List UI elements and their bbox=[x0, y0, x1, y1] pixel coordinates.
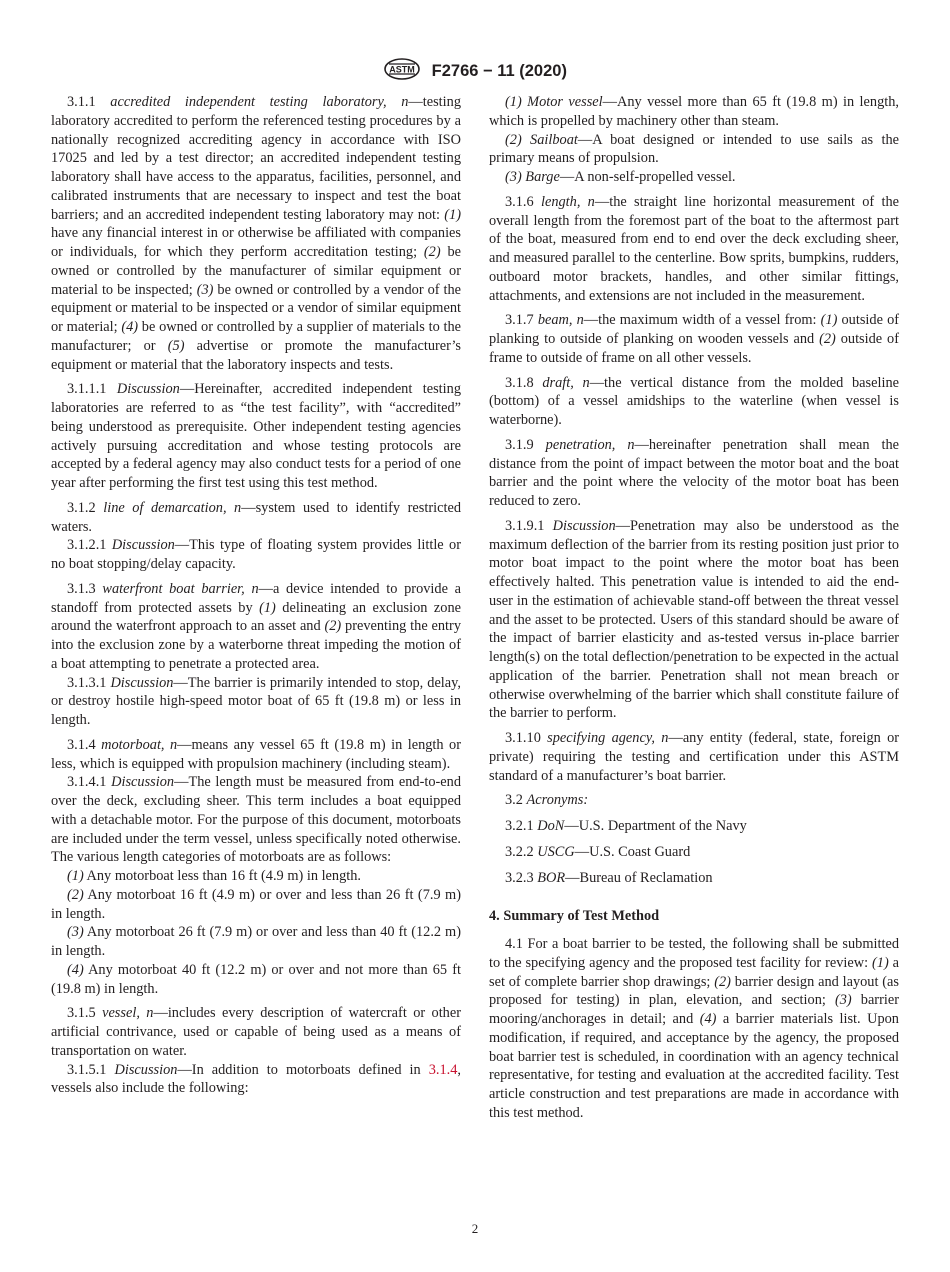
paragraph-3-1-1: 3.1.1 accredited independent testing laboratory, n—testing laboratory accredited to perform the referenced testing procedures by a nationally recognized accrediting agency in accordance with ISO 17025 and led by a test director; an accredited independent testing laboratory shall have access to the apparatus, facilities, personnel, and calibrated instruments that are necessary to inspect and test the boat barriers; and an accredited independent testing laboratory may not: (1) have any financial interest in or otherwise be affiliated with companies or individuals, for which they perform accreditation testing; (2) be owned or controlled by the manufacturer of similar equipment or material to be inspected; (3) be owned or controlled by a vendor of the equipment or material to be inspected or a vendor of similar equipment or material; (4) be owned or controlled by a supplier of materials to the manufacturer; or (5) advertise or promote the manufacturer’s equipment or material that the laboratory inspects and tests. bbox=[51, 94, 462, 373]
list-item: (2) Any motorboat 16 ft (4.9 m) or over and less than 26 ft (7.9 m) in length. bbox=[51, 886, 461, 922]
paragraph-3-1-4: 3.1.4 motorboat, n—means any vessel 65 ft (19.8 m) in length or less, which is equipped with propulsion machinery (including steam). bbox=[51, 736, 461, 772]
acronym-uscg: 3.2.2 USCG—U.S. Coast Guard bbox=[505, 843, 691, 860]
astm-logo-icon bbox=[383, 58, 421, 85]
svg-text:ASTM: ASTM bbox=[389, 64, 415, 75]
paragraph-3-1-2-1: 3.1.2.1 Discussion—This type of floating system provides little or no boat stopping/delay capacity. bbox=[51, 537, 461, 572]
section-link-3-1-4[interactable]: 3.1.4 bbox=[428, 1061, 458, 1078]
list-item: (3) Any motorboat 26 ft (7.9 m) or over and less than 40 ft (12.2 m) in length. bbox=[51, 924, 461, 959]
paragraph-3-1-4-1: 3.1.4.1 Discussion—The length must be measured from end-to-end over the deck, excluding sheer. This term includes a boat equipped with a detachable motor. For the purpose of this document, motorboats are included under the term vessel, unless specifically noted otherwise. The various length categories of motorboats are as follows: bbox=[51, 774, 461, 866]
right-column bbox=[489, 93, 899, 1129]
paragraph-3-1-9: 3.1.9 penetration, n—hereinafter penetration shall mean the distance from the point of impact between the motor boat and the boat barrier and the point where the velocity of the motor boat has been reduced to zero. bbox=[489, 436, 899, 509]
paragraph-3-1-10: 3.1.10 specifying agency, n—any entity (federal, state, foreign or private) requiring the testing and certification under this ASTM standard of a manufacturer’s boat barrier. bbox=[489, 730, 900, 784]
paragraph-3-2: 3.2 Acronyms: bbox=[505, 792, 589, 809]
list-item: (2) Sailboat—A boat designed or intended to use sails as the primary means of propulsion. bbox=[489, 131, 899, 167]
paragraph-3-1-3-1: 3.1.3.1 Discussion—The barrier is primarily intended to stop, delay, or destroy hostile high-speed motor boat of 65 ft (19.8 m) or less in length. bbox=[51, 674, 461, 728]
paragraph-3-1-9-1: 3.1.9.1 Discussion—Penetration may also be understood as the maximum deflection of the barrier from its resting position just prior to motor boat impact to the point where the motor boat has been effectively halted. This penetration value is intended to aid the end-user in the estimation of achievable stand-off between the threat vessel and the asset to be protected. Users of this standard should be aware of the impact of barrier elasticity and as-tested versus in-place barrier length(s) on the total deflection/penetration to be expected in the actual application of the barrier. Penetration shall not mean breach or otherwise overwhelming of the barrier which shall constitute failure of the barrier to perform. bbox=[489, 517, 899, 722]
section-heading: 4. Summary of Test Method bbox=[489, 908, 660, 925]
page-number: 2 bbox=[471, 1221, 479, 1236]
paragraph-3-1-1-1: 3.1.1.1 Discussion—Hereinafter, accredited independent testing laboratories are referred to as “the test facility”, with “accredited” being understood as prerequisite. Other independent testing agencies actively pursuing accreditation and whose testing protocols are accepted by a federal agency may also conduct tests for a period of one year after performing the first test using this test method. bbox=[51, 381, 461, 491]
paragraph-3-1-8: 3.1.8 draft, n—the vertical distance from the molded baseline (bottom) of a vessel amidships to the waterline (when vessel is waterborne). bbox=[489, 374, 899, 428]
designation: F2766 − 11 (2020) bbox=[431, 62, 567, 80]
list-item: (1) Motor vessel—Any vessel more than 65 ft (19.8 m) in length, which is propelled by machinery other than steam. bbox=[489, 94, 899, 129]
paragraph-3-1-5-1: 3.1.5.1 Discussion—In addition to motorboats defined in 3.1.4, vessels also include the following: bbox=[51, 1061, 462, 1097]
list-item: (3) Barge—A non-self-propelled vessel. bbox=[505, 169, 736, 185]
paragraph-3-1-7: 3.1.7 beam, n—the maximum width of a vessel from: (1) outside of planking to outside of planking on wooden vessels and (2) outside of frame to outside of frame on all other vessels. bbox=[489, 312, 900, 366]
list-item: (1) Any motorboat less than 16 ft (4.9 m) in length. bbox=[67, 868, 362, 884]
paragraph-3-1-6: 3.1.6 length, n—the straight line horizontal measurement of the overall length from the foremost part of the boat to the aftermost part of the boat, measured from end to end over the deck excluding sheer, and measured parallel to the centerline. Bow sprits, bumpkins, rudders, outboard motor brackets, handles, and other similar fittings, attachments, and extensions are not included in the measurement. bbox=[489, 193, 899, 304]
paragraph-3-1-5: 3.1.5 vessel, n—includes every description of watercraft or other artificial contrivance, used or capable of being used as a means of transportation on water. bbox=[51, 1005, 461, 1059]
left-column bbox=[51, 93, 461, 1098]
acronym-bor: 3.2.3 BOR—Bureau of Reclamation bbox=[505, 869, 713, 886]
paragraph-4-1: 4.1 For a boat barrier to be tested, the following shall be submitted to the specifying agency and the proposed test facility for review: (1) a set of complete barrier shop drawings; (2) barrier design and layout (as proposed for testing) in plan, elevation, and section; (3) barrier mooring/anchorages in detail; and (4) a barrier materials list. Upon modification, if required, and acceptance by the agency, the proposed boat barrier test is scheduled, in coordination with an agency technical representative, for testing and evaluation at the accredited facility. Test article construction and test preparations are made in accordance with this test method. bbox=[489, 936, 899, 1121]
paragraph-3-1-3: 3.1.3 waterfront boat barrier, n—a device intended to provide a standoff from protected assets by (1) delineating an exclusion zone around the waterfront approach to an asset and (2) preventing the entry into the exclusion zone by a waterborne threat impeding the motion of a boat attempting to penetrate a protected area. bbox=[51, 580, 461, 672]
paragraph-3-1-2: 3.1.2 line of demarcation, n—system used to identify restricted waters. bbox=[51, 499, 461, 535]
list-item: (4) Any motorboat 40 ft (12.2 m) or over and not more than 65 ft (19.8 m) in length. bbox=[51, 961, 461, 997]
page-header bbox=[0, 58, 950, 85]
acronym-don: 3.2.1 DoN—U.S. Department of the Navy bbox=[505, 818, 747, 834]
